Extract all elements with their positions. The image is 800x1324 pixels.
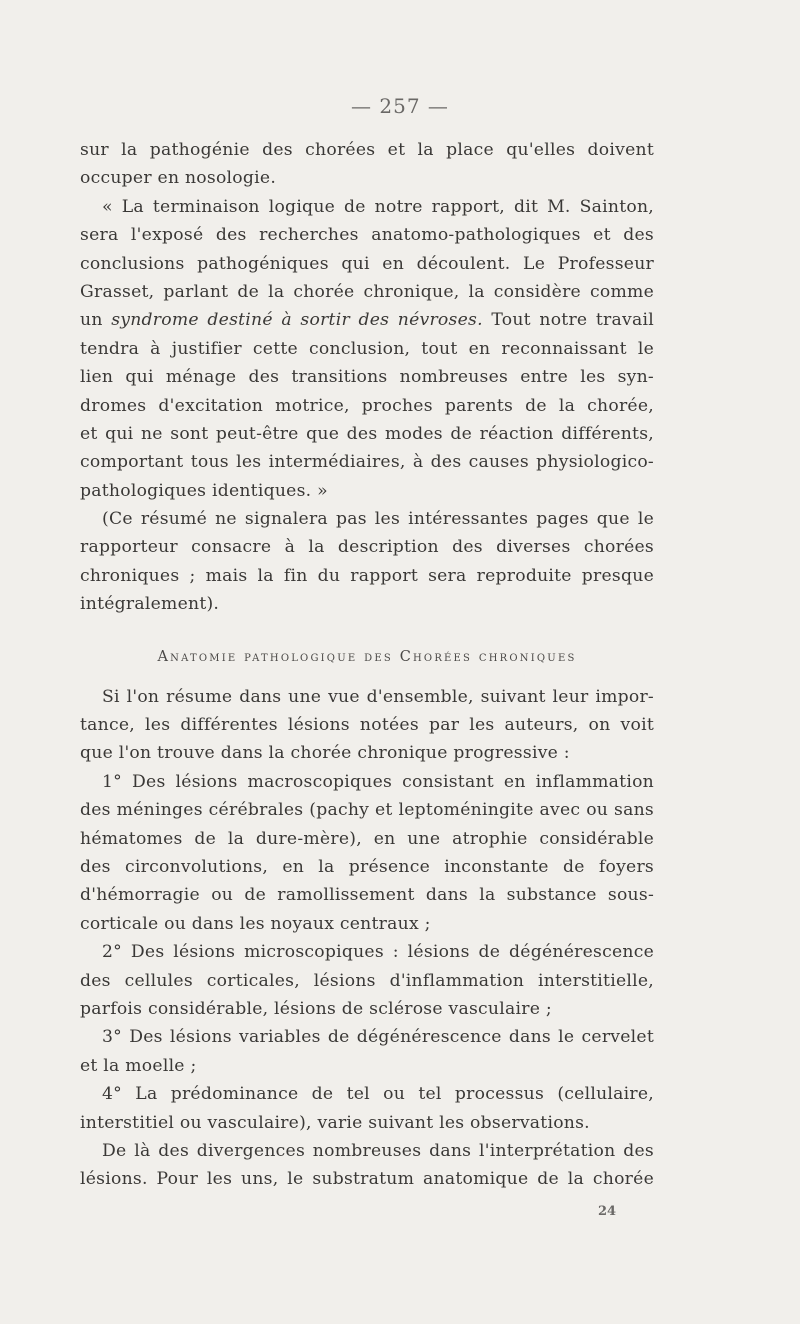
list-item-line: hématomes de la dure-mère), en une atrophie considérable (80, 828, 654, 849)
list-item-line: 3° Des lésions variables de dégénérescence dans le cervelet (102, 1027, 654, 1048)
section-heading: Anatomie pathologique des Chorées chroniques (157, 648, 577, 665)
list-item-line: 1° Des lésions macroscopiques consistant en inflammation (102, 771, 654, 792)
list-item-line: 4° La prédominance de tel ou tel processus (cellulaire, (102, 1084, 654, 1105)
text-line: « La terminaison logique de notre rapport, dit M. Sainton, (102, 196, 654, 217)
page-number: — 257 — (351, 94, 449, 118)
text-run: Tout notre travail (482, 310, 654, 331)
list-item-line: des méninges cérébrales (pachy et leptoméningite avec ou sans (80, 800, 654, 821)
text-line: sera l'exposé des recherches anatomo-pathologiques et des (80, 225, 654, 246)
text-line: chroniques ; mais la fin du rapport sera reproduite presque (80, 565, 654, 586)
text-line: intégralement). (80, 594, 220, 615)
text-line: occuper en nosologie. (80, 168, 277, 189)
text-line: pathologiques identiques. » (80, 480, 328, 501)
text-line: (Ce résumé ne signalera pas les intéressantes pages que le (102, 509, 654, 530)
text-line: tance, les différentes lésions notées par les auteurs, on voit (80, 715, 654, 736)
text-line: et qui ne sont peut-être que des modes de réaction différents, (80, 423, 654, 444)
list-item-line: des cellules corticales, lésions d'inflammation interstitielle, (80, 970, 654, 991)
text-line: rapporteur consacre à la description des diverses chorées (80, 537, 654, 558)
text-line: dromes d'excitation motrice, proches parents de la chorée, (80, 395, 654, 416)
body-text (80, 136, 654, 1194)
text-line: lien qui ménage des transitions nombreuses entre les syn- (80, 367, 654, 388)
text-run: un (80, 310, 112, 331)
text-line: conclusions pathogéniques qui en découlent. Le Professeur (80, 253, 654, 274)
list-item-line: et la moelle ; (80, 1055, 197, 1076)
text-line: tendra à justifier cette conclusion, tout en reconnaissant le (80, 338, 654, 359)
text-line: Grasset, parlant de la chorée chronique, la considère comme (80, 281, 654, 302)
text-line-with-italic (80, 306, 654, 334)
list-item-line: parfois considérable, lésions de sclérose vasculaire ; (80, 998, 552, 1019)
list-item-line: interstitiel ou vasculaire), varie suivant les observations. (80, 1112, 590, 1133)
list-item-line: des circonvolutions, en la présence inconstante de foyers (80, 856, 654, 877)
text-line: De là des divergences nombreuses dans l'interprétation des (102, 1140, 654, 1161)
text-line: comportant tous les intermédiaires, à des causes physiologico- (80, 452, 654, 473)
text-line: lésions. Pour les uns, le substratum anatomique de la chorée (80, 1169, 654, 1190)
signature-mark: 24 (598, 1204, 617, 1219)
list-item-line: 2° Des lésions microscopiques : lésions de dégénérescence (102, 942, 654, 963)
text-line: sur la pathogénie des chorées et la place qu'elles doivent (80, 140, 654, 160)
list-item-line: corticale ou dans les noyaux centraux ; (80, 913, 431, 934)
text-line: que l'on trouve dans la chorée chronique progressive : (80, 743, 570, 764)
text-line: Si l'on résume dans une vue d'ensemble, suivant leur impor- (102, 686, 654, 707)
italic-phrase: syndrome destiné à sortir des névroses. (111, 310, 483, 331)
list-item-line: d'hémorragie ou de ramollissement dans la substance sous- (80, 885, 654, 906)
